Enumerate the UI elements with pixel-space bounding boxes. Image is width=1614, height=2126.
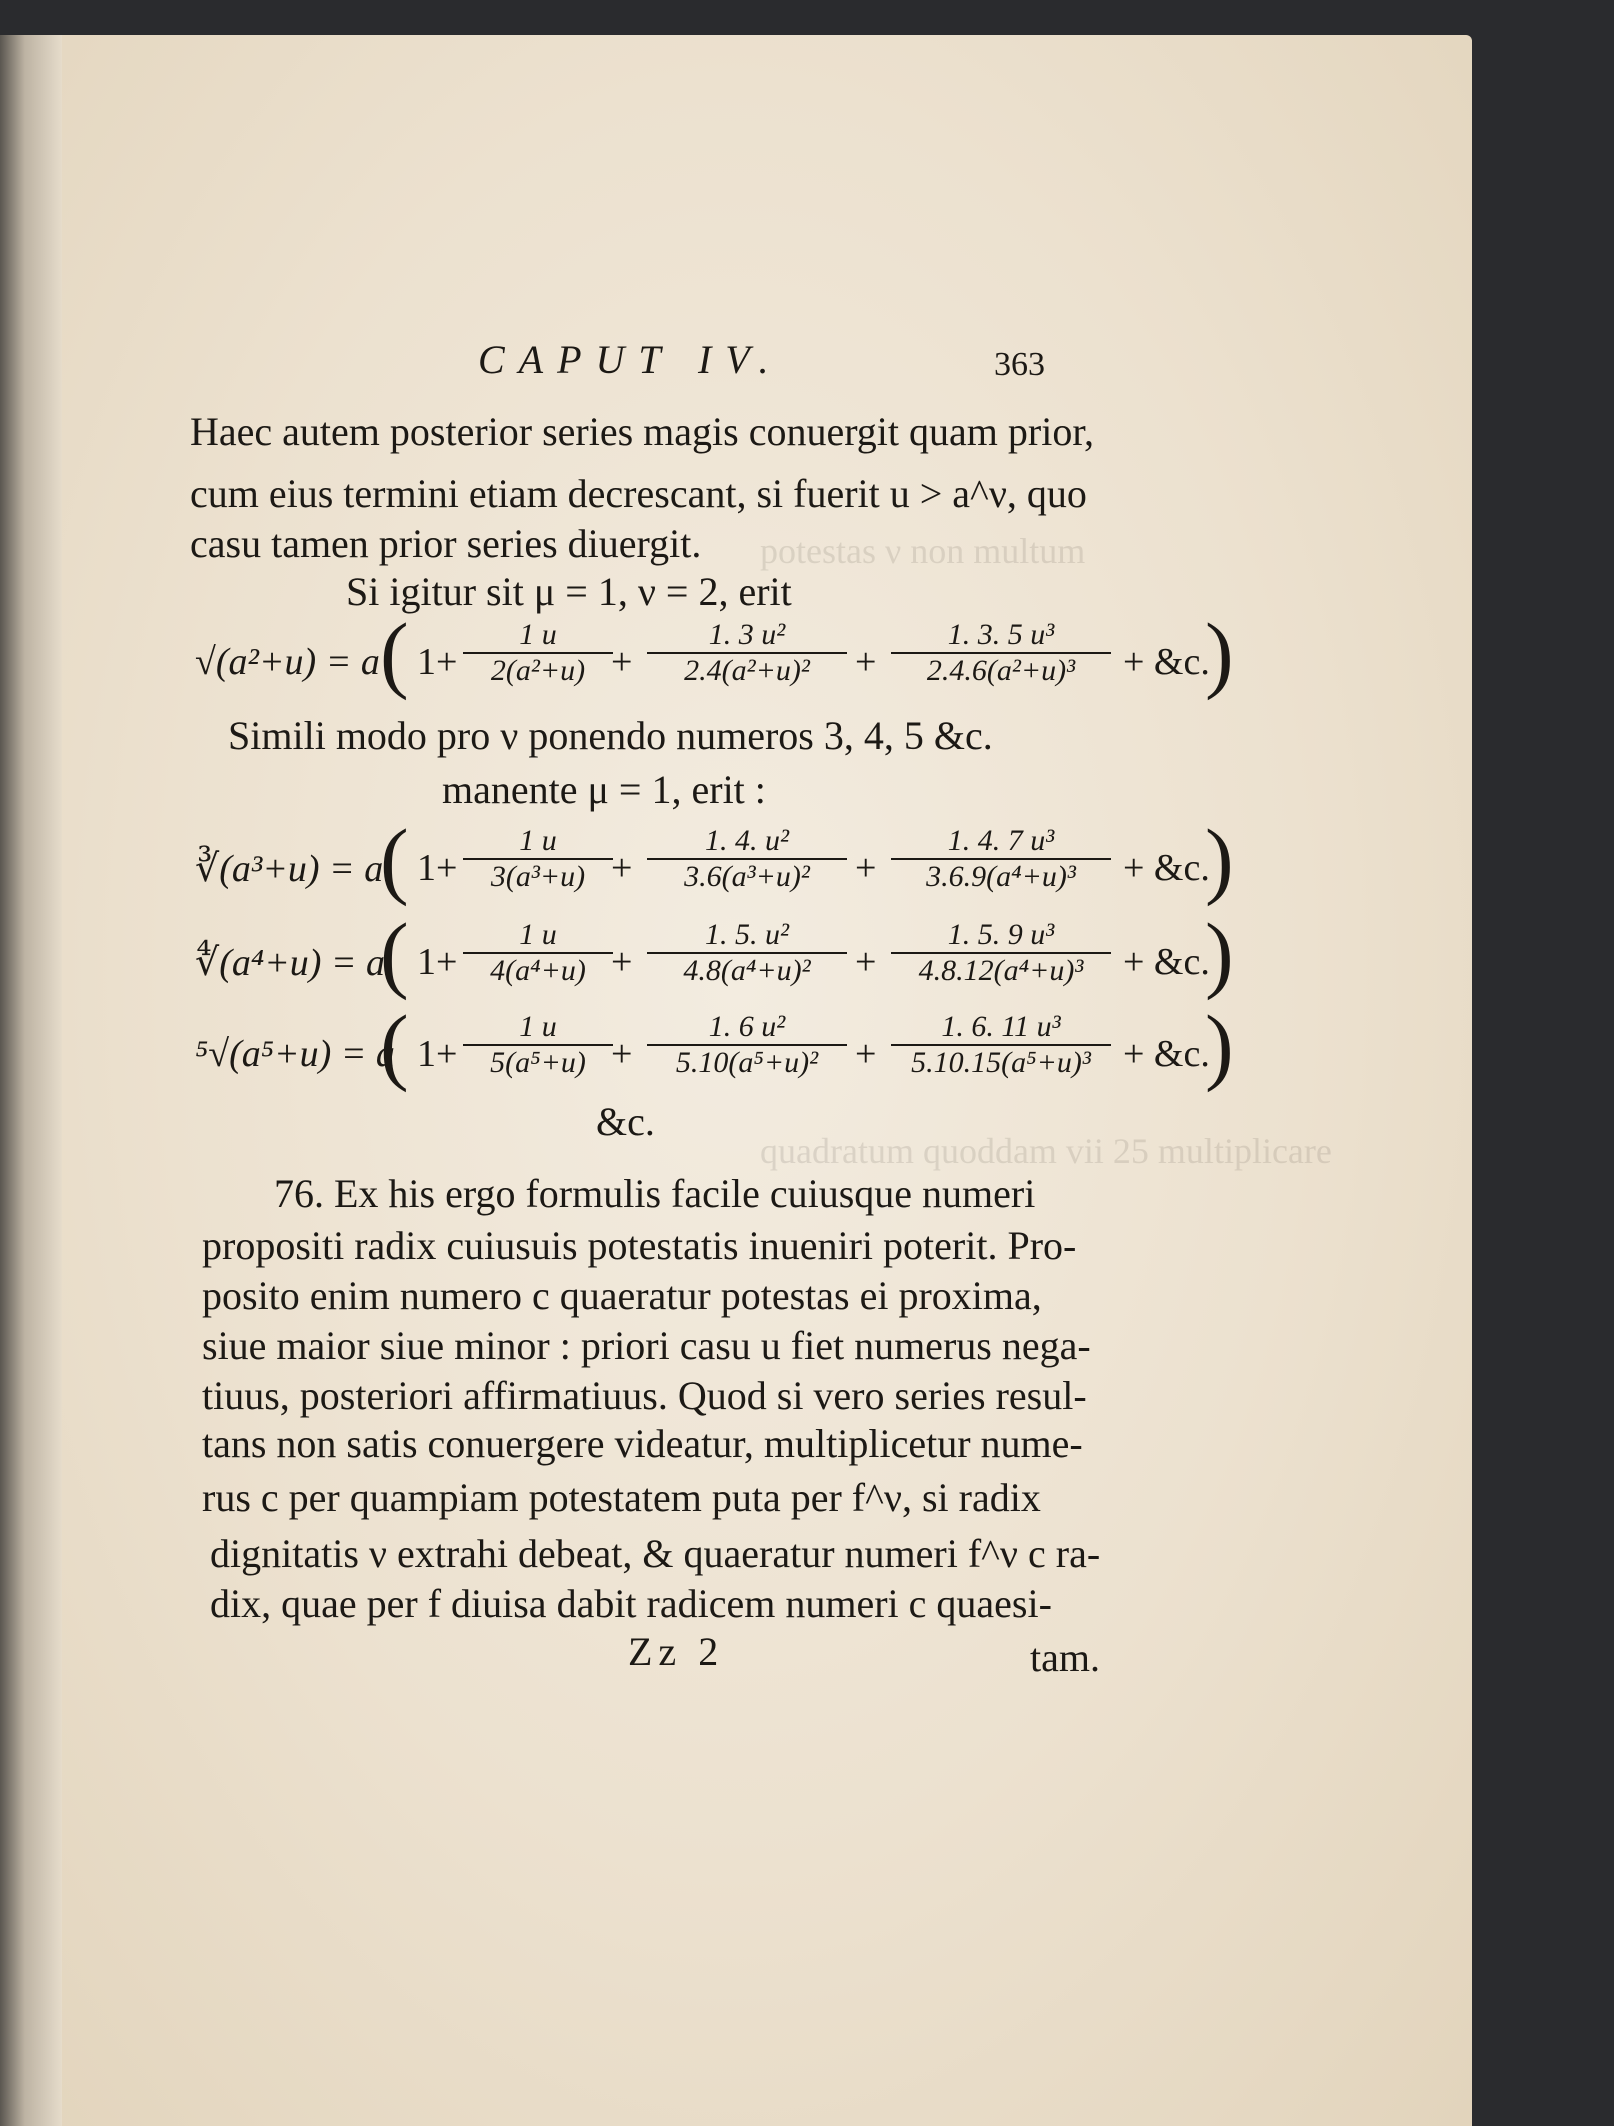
paragraph-line: propositi radix cuiusuis potestatis inueniri poterit. Pro- xyxy=(202,1223,1077,1268)
fraction-term: $\frac{\text{1. 4. u²}}{\text{3.6(a³+u)²}}$ xyxy=(647,824,847,894)
fraction-term: $\frac{1 u}{\text{3(a³+u)}}$ xyxy=(463,824,613,894)
fraction-term: $\frac{\text{1. 3 u²}}{\text{2.4(a²+u)²}}$ xyxy=(647,618,847,688)
paragraph-line: dignitatis ν extrahi debeat, & quaeratur numeri f^ν c ra- xyxy=(210,1531,1101,1576)
equation-tail: + &c. xyxy=(1123,941,1210,983)
signature-mark: Zz 2 xyxy=(628,1629,725,1674)
equation-tail: + &c. xyxy=(1123,847,1210,889)
equation-one: 1+ xyxy=(417,641,458,683)
running-head: CAPUT IV. xyxy=(478,337,783,382)
catchword: tam. xyxy=(1030,1635,1100,1680)
fraction-term: $\frac{1 u}{\text{2(a²+u)}}$ xyxy=(463,618,613,688)
book-spine xyxy=(0,35,62,2126)
text-line: casu tamen prior series diuergit. xyxy=(190,521,702,566)
equation-sqrt: √(a²+u) = a ( 1+ $\frac{1 u}{\text{2(a²+u)}}$ + $\frac{\text{1. 3 u²}}{\text{2.4(a²+u)²}}$ + $\frac{\text{1. 3. 5 u³}}{\text{2.4.6(a²+u)³}}$ + &c. ) xyxy=(195,605,1234,701)
fraction-term: $\frac{\text{1. 6 u²}}{\text{5.10(a⁵+u)²}}$ xyxy=(647,1010,847,1080)
equation-fifth-root: ⁵√(a⁵+u) = a ( 1+ $\frac{1 u}{\text{5(a⁵+u)}}$ + $\frac{\text{1. 6 u²}}{\text{5.10(a⁵+u)²}}$ + $\frac{\text{1. 6. 11 u³}}{\text{5.10.15(a⁵+u)³}}$ + &c. ) xyxy=(195,997,1234,1093)
paragraph-line: posito enim numero c quaeratur potestas ei proxima, xyxy=(202,1273,1042,1318)
close-paren: ) xyxy=(1205,605,1234,701)
open-paren: ( xyxy=(380,605,409,701)
paragraph-line: dix, quae per f diuisa dabit radicem numeri c quaesi- xyxy=(210,1581,1052,1626)
page-number: 363 xyxy=(994,346,1045,383)
paragraph-line: tans non satis conuergere videatur, multiplicetur nume- xyxy=(202,1421,1083,1466)
bleed-through-text: quadratum quoddam vii 25 multiplicare xyxy=(760,1131,1332,1171)
fraction-term: $\frac{\text{1. 6. 11 u³}}{\text{5.10.15(a⁵+u)³}}$ xyxy=(891,1010,1111,1080)
equation-cube-root: ∛(a³+u) = a ( 1+ $\frac{1 u}{\text{3(a³+u)}}$ + $\frac{\text{1. 4. u²}}{\text{3.6(a³+u)²}}$ + $\frac{\text{1. 4. 7 u³}}{\text{3.6.9(a⁴+u)³}}$ + &c. ) xyxy=(195,811,1234,907)
fraction-term: $\frac{1 u}{\text{5(a⁵+u)}}$ xyxy=(463,1010,613,1080)
equation-lhs: ∜(a⁴+u) = a xyxy=(195,942,386,984)
fraction-term: $\frac{\text{1. 3. 5 u³}}{\text{2.4.6(a²+u)³}}$ xyxy=(891,618,1111,688)
paragraph-line: siue maior siue minor : priori casu u fiet numerus nega- xyxy=(202,1323,1091,1368)
paragraph-line: rus c per quampiam potestatem puta per f^ν, si radix xyxy=(202,1475,1041,1520)
fraction-term: $\frac{1 u}{\text{4(a⁴+u)}}$ xyxy=(463,918,613,988)
fraction-term: $\frac{\text{1. 4. 7 u³}}{\text{3.6.9(a⁴+u)³}}$ xyxy=(891,824,1111,894)
fraction-term: $\frac{\text{1. 5. 9 u³}}{\text{4.8.12(a⁴+u)³}}$ xyxy=(891,918,1111,988)
equation-lhs: √(a²+u) = a xyxy=(195,641,380,683)
paragraph-line: tiuus, posteriori affirmatiuus. Quod si vero series resul- xyxy=(202,1373,1087,1418)
equation-tail: + &c. xyxy=(1123,641,1210,683)
equation-tail: + &c. xyxy=(1123,1033,1210,1075)
etc-line: &c. xyxy=(596,1099,655,1144)
text-line: Haec autem posterior series magis conuergit quam prior, xyxy=(190,409,1095,454)
equation-lhs: ⁵√(a⁵+u) = a xyxy=(195,1033,395,1075)
text-line: manente μ = 1, erit : xyxy=(442,767,766,812)
fraction-term: $\frac{\text{1. 5. u²}}{\text{4.8(a⁴+u)²}}$ xyxy=(647,918,847,988)
text-line: Simili modo pro ν ponendo numeros 3, 4, 5 &c. xyxy=(228,713,993,758)
text-line: cum eius termini etiam decrescant, si fuerit u > a^ν, quo xyxy=(190,471,1087,516)
bleed-through-text: potestas ν non multum xyxy=(760,531,1086,571)
paragraph-line: 76. Ex his ergo formulis facile cuiusque numeri xyxy=(274,1171,1036,1216)
equation-lhs: ∛(a³+u) = a xyxy=(195,848,384,890)
equation-fourth-root: ∜(a⁴+u) = a ( 1+ $\frac{1 u}{\text{4(a⁴+u)}}$ + $\frac{\text{1. 5. u²}}{\text{4.8(a⁴+u)²}}$ + $\frac{\text{1. 5. 9 u³}}{\text{4.8.12(a⁴+u)³}}$ + &c. ) xyxy=(195,905,1234,1001)
text-line: Si igitur sit μ = 1, ν = 2, erit xyxy=(346,569,792,614)
